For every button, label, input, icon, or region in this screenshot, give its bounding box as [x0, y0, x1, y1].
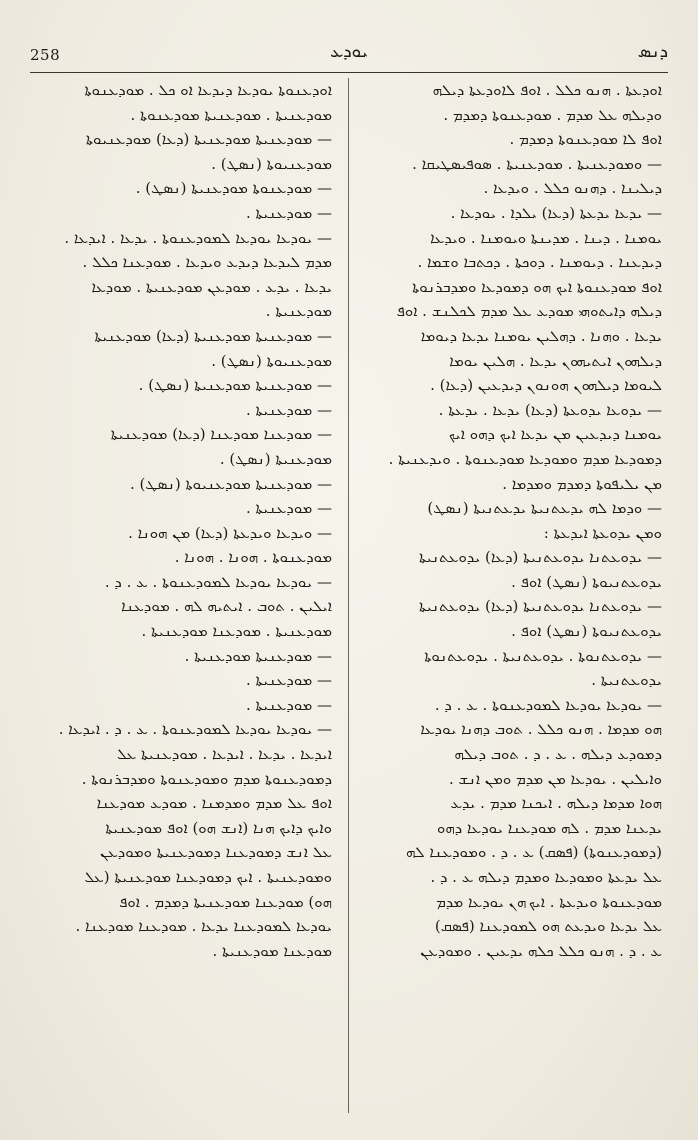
text-line: — ܝܘܕܥܐ ܝܘܕܥܐ ܠܡܘܕܥܢܘܬܐ . ܥ . ܕ . ܐܝܕܥܐ . [58, 720, 332, 739]
text-line: — ܡܘܕܥܢܝܬܐ . [246, 499, 332, 518]
text-line: — ܡܘܕܥܢܝܬܐ . [246, 400, 332, 419]
text-line: ܝܘܡܢܐ ܕܝܕܥܝܢ ܡܢ ܝܕܥܐ ܐܝܟ ܕܗܘ ܐܝܟ [448, 425, 662, 444]
text-line: — ܝܕܘܥܐ ܝܕܘܥܬܐ (ܕܥܐ) ܝܕܥܐ . ܝܕܥܬܐ . [438, 400, 662, 419]
column-left [32, 78, 332, 1118]
text-line: — ܝܘܕܥܐ ܝܘܕܥܐ ܠܡܘܕܥܢܘܬܐ . ܥ . ܕ . [434, 695, 662, 714]
text-line: — ܝܕܘܥܬܢܐ ܝܕܘܥܬܢܝܬܐ (ܕܥܐ) ܝܕܘܥܬܢܝܬܐ [419, 548, 662, 567]
text-line: ܡܘܕܥܢܘܬܐ . ܗܘܢܐ . ܗܘܢܐ . [174, 548, 332, 567]
text-line: ܝܕܘܥܬܢܝܘܬܐ (ܢܣܛ) ܐܘܦ . [511, 572, 662, 591]
text-line: ܕܡܘܕܥܢܘܬܐ ܡܕܡ ܘܡܘܕܥܢܘܬܐ ܘܡܕܒܪܢܘܬܐ . [81, 769, 332, 788]
text-line: — ܡܘܕܥܢܝܬܐ ܡܘܕܥܢܝܬܐ (ܢܣܛ) . [138, 376, 332, 395]
text-line: ܗܘ ܡܕܡܐ . ܗܢܘ ܟܠܠ . ܬܘܒ ܕܗܢܐ ܝܘܕܥܐ [420, 720, 662, 739]
text-line: ܘܡܘܕܥܢܝܬܐ . ܐܝܟ ܕܡܘܕܥܢܐ ܡܘܕܥܢܝܬܐ (ܥܠ [84, 868, 332, 886]
text-line: ܕܝܠܝܢܐ . ܕܗܢܘ ܟܠܠ . ܘܝܕܥܐ . [483, 179, 662, 198]
header-rule [30, 72, 668, 73]
column-divider [348, 78, 349, 1113]
text-line: ܥܠ ܝܕܥܬܐ ܘܡܘܕܥܐ ܘܡܕܡ ܕܝܠܗ ܥ . ܕ . [430, 868, 662, 886]
text-line: ܥܠ ܝܕܥܐ ܘܝܕܥܬ ܗܘ ܠܡܘܕܥܢܐ (ܦܣܩ) [434, 917, 662, 936]
text-line: ܥܠ ܐܢܫ ܕܡܘܕܥܢܐ ܕܡܘܕܥܢܝܬܐ ܘܡܘܕܥܢ [100, 843, 332, 862]
text-line: ܐܘܕܥܢܘܬܐ ܝܘܕܥܐ ܕܝܕܥܐ ܐܘ ܟܠ . ܡܘܕܥܢܘܬܐ [84, 81, 332, 99]
text-line: ܡܘܕܥܢܝܘܬܐ (ܢܣܛ) . [211, 351, 332, 370]
text-line: — ܝܘܕܥܐ ܝܘܕܥܐ ܠܡܘܕܥܢܘܬܐ . ܥ . ܕ . [104, 572, 332, 591]
text-line: — ܡܘܕܥܢܝܬܐ ܡܘܕܥܢܝܘܬܐ (ܢܣܛ) . [130, 474, 332, 493]
text-line: ܡܘܕܥܢܝܬܐ . ܡܘܕܥܢܝܬܐ ܡܘܕܥܢܘܬܐ . [130, 105, 332, 124]
text-line: ܕܝܠܗܘܢ ܐܝܬܝܗܘܢ ܝܕܥܐ . ܗܠܝܢ ܝܘܡܐ [449, 351, 662, 370]
text-line: — ܘܡܘܕܥܢܝܬܐ . ܡܘܕܥܢܝܬܐ . ܣܘܦܝܣܛܝܩܐ . [412, 154, 662, 173]
text-line: — ܡܘܕܥܢܝܬܐ ܡܘܕܥܢܝܬܐ . [184, 646, 332, 665]
text-line: ܝܕܥܐ . ܘܗܢܐ . ܕܗܠܝܢ ܝܘܡܢܐ ܝܕܥܐ ܕܝܘܡܐ [420, 326, 662, 345]
text-line: ܗܘܐ ܡܕܡܐ ܕܝܠܗ . ܐܝܟܢܐ ܡܕܡ . ܝܕܥ [450, 794, 662, 813]
text-line: — ܝܘܕܥܐ ܝܘܕܥܐ ܠܡܘܕܥܢܘܬܐ . ܝܕܥܐ . ܐܝܕܥܐ . [64, 228, 332, 247]
text-line: ܐܝܕܥܐ . ܝܕܥܐ . ܐܝܕܥܐ . ܡܘܕܥܢܝܬܐ ܥܠ [116, 745, 332, 764]
text-line: ܗܘ) ܡܘܕܥܢܐ ܡܘܕܥܢܝܬܐ ܕܡܕܡ . ܐܘܦ [119, 892, 332, 911]
guide-word: ܕܢܣ [637, 42, 668, 62]
text-line: ܐܘܦ ܠܐ ܡܘܕܥܢܘܬܐ ܕܡܕܡ . [509, 130, 662, 149]
text-line: ܝܕܥܢܐ ܡܕܡ . ܠܗ ܡܘܕܥܢܐ ܝܘܕܥܐ ܕܗܘ [436, 818, 662, 837]
text-line: — ܡܘܕܥܢܝܬܐ . [246, 671, 332, 690]
text-line: — ܝܕܥܐ ܝܕܥܬܐ (ܕܥܐ) ܝܠܕܐ . ܝܘܕܥܐ . [450, 203, 662, 222]
text-line: — ܘܝܕܥܐ ܘܝܕܥܬܐ (ܕܥܐ) ܡܢ ܗܘܢܐ . [128, 523, 332, 542]
text-line: ܕܝܕܥܢܐ . ܕܝܘܡܢܐ . ܕܘܟܬܐ . ܕܟܬܒܐ ܘܫܡܐ . [417, 253, 662, 272]
text-line: ܝܕܘܥܬܢܝܬܐ . [591, 671, 662, 690]
text-line: ܐܝܠܝܢ . ܬܘܒ . ܐܝܬܝܗ ܠܗ . ܡܘܕܥܢܐ [121, 597, 332, 616]
text-line: ܝܕܥܐ . ܝܕܥ . ܡܘܕܥܢ ܡܘܕܥܢܝܬܐ . ܡܘܕܥܐ [91, 277, 332, 296]
text-line: — ܡܘܕܥܢܝܬܐ . [246, 695, 332, 714]
text-line: — ܘܕܡܐ ܠܗ ܝܕܥܬܢܝܬܐ ܝܕܥܬܢܝܬܐ (ܢܣܛ) [427, 499, 662, 518]
text-line: ܐܘܕܥܬܐ . ܗܢܘ ܟܠܠ . ܐܘܦ ܠܐܘܕܥܬܐ ܕܝܠܗ [432, 81, 662, 99]
text-line: ܕܡܘܕܥ ܕܝܠܗ . ܥ . ܕ . ܬܘܒ ܕܝܠܗ [454, 745, 662, 764]
text-line: ܘܡܢ ܝܕܘܥܬܐ ܐܝܕܥܬܐ : [543, 523, 662, 542]
text-line: — ܡܘܕܥܢܝܬܐ ܡܘܕܥܢܝܬܐ (ܕܥܐ) ܡܘܕܥܢܝܬܐ [94, 326, 332, 345]
text-line: ܡܘܕܥܢܝܘܬܐ (ܢܣܛ) . [211, 154, 332, 173]
text-line: ܐܘܦ ܥܠ ܡܕܡ ܘܡܕܡܢܐ . ܡܘܕܥ ܡܘܕܥܢܐ [96, 794, 332, 813]
text-line: — ܡܘܕܥܢܝܬܐ ܡܘܕܥܢܝܬܐ (ܕܥܐ) ܡܘܕܥܢܝܘܬܐ [85, 130, 332, 149]
page-number: 258 [30, 46, 61, 64]
text-line: ܡܢ ܝܠܝܦܘܬܐ ܕܡܕܡ ܘܡܕܡܐ . [502, 474, 662, 493]
column-right [362, 78, 662, 1118]
text-line: ܝܘܕܥܐ ܠܡܘܕܥܢܐ ܝܕܥܐ . ܡܘܕܥܢܐ ܡܘܕܥܢܐ . [75, 917, 332, 936]
text-line: ܐܘܦ ܡܘܕܥܢܘܬܐ ܐܝܟ ܗܘ ܕܡܘܕܥܐ ܘܡܕܒܪܢܘܬܐ [412, 277, 662, 296]
text-line: ܡܘܕܥܢܝܬܐ (ܢܣܛ) . [219, 449, 332, 468]
text-line: ܕܡܘܕܥܐ ܡܕܡ ܘܡܘܕܥܐ ܡܘܕܥܢܘܬܐ . ܘܝܕܥܢܝܬܐ . [388, 449, 662, 468]
text-line: ܘܐܝܟ ܕܐܝܟ ܗܢܐ (ܐܢܫ ܗܘ) ܐܘܦ ܡܘܕܥܢܝܬܐ [105, 818, 332, 837]
text-line: ܝܘܡܢܐ . ܕܝܢܐ . ܡܕܝܢܬܐ ܘܝܘܡܢܐ . ܘܝܕܥܐ [430, 228, 662, 247]
text-line: ܡܘܕܥܢܘܬܐ ܘܝܕܥܬܐ . ܐܝܟ ܗܢ ܝܘܕܥܐ ܡܕܡ [436, 892, 662, 911]
text-line: ܡܕܡ ܠܝܕܥܐ ܕܝܕܥ ܘܝܕܥܐ . ܡܘܕܥܢܐ ܟܠܠ . [82, 253, 332, 272]
text-line: ܕܝܠܗ ܕܐܝܬܘܗܝ ܡܘܕܥ ܥܠ ܡܕܡ ܠܟܠܢܫ . ܐܘܦ [396, 302, 662, 321]
text-line: — ܡܘܕܥܢܝܬܐ . [246, 203, 332, 222]
text-line: ܠܝܘܡܐ ܕܝܠܗܘܢ ܗܘܢܘܢ ܕܝܕܥܝܢ (ܕܥܐ) . [430, 376, 662, 395]
page-header [30, 40, 668, 70]
text-line: ܡܘܕܥܢܐ ܡܘܕܥܢܝܬܐ . [212, 941, 332, 960]
text-line: ܘܕܝܠܗ ܥܠ ܡܕܡ . ܡܘܕܥܢܘܬܐ ܕܡܕܡ . [443, 105, 662, 124]
text-line: — ܡܘܕܥܢܐ ܡܘܕܥܢܐ (ܕܥܐ) ܡܘܕܥܢܝܬܐ [110, 425, 332, 444]
text-line: ܡܘܕܥܢܝܬܐ . ܡܘܕܥܢܐ ܡܘܕܥܢܝܬܐ . [141, 622, 332, 641]
running-title: ܝܘܕܥ [330, 42, 368, 62]
text-line: ܥ . ܕ . ܗܢܘ ܟܠܠ ܟܠܗ ܝܕܥܝܢ . ܘܡܘܕܥܢ [420, 941, 662, 960]
text-line: — ܝܕܘܥܬܢܐ ܝܕܘܥܬܢܝܬܐ (ܕܥܐ) ܝܕܘܥܬܢܝܬܐ [419, 597, 662, 616]
text-line: — ܝܕܘܥܬܢܘܬܐ . ܝܕܘܥܬܢܝܬܐ . ܝܕܘܥܬܢܘܬܐ [424, 646, 662, 665]
text-line: ܘܐܝܠܝܢ . ܝܘܕܥܐ ܡܢ ܡܕܡ ܘܡܢ ܐܢܫ . [449, 769, 662, 788]
text-line: ܝܕܘܥܬܢܝܘܬܐ (ܢܣܛ) ܐܘܦ . [511, 622, 662, 641]
text-line: ܡܘܕܥܢܝܬܐ . [265, 302, 332, 321]
text-line: (ܕܡܘܕܥܢܘܬܐ) (ܦܣܩ) ܥ . ܕ . ܘܡܘܕܥܢܐ ܠܗ [406, 843, 662, 862]
text-line: — ܡܘܕܥܢܘܬܐ ܡܘܕܥܢܝܬܐ (ܢܣܛ) . [135, 179, 332, 198]
